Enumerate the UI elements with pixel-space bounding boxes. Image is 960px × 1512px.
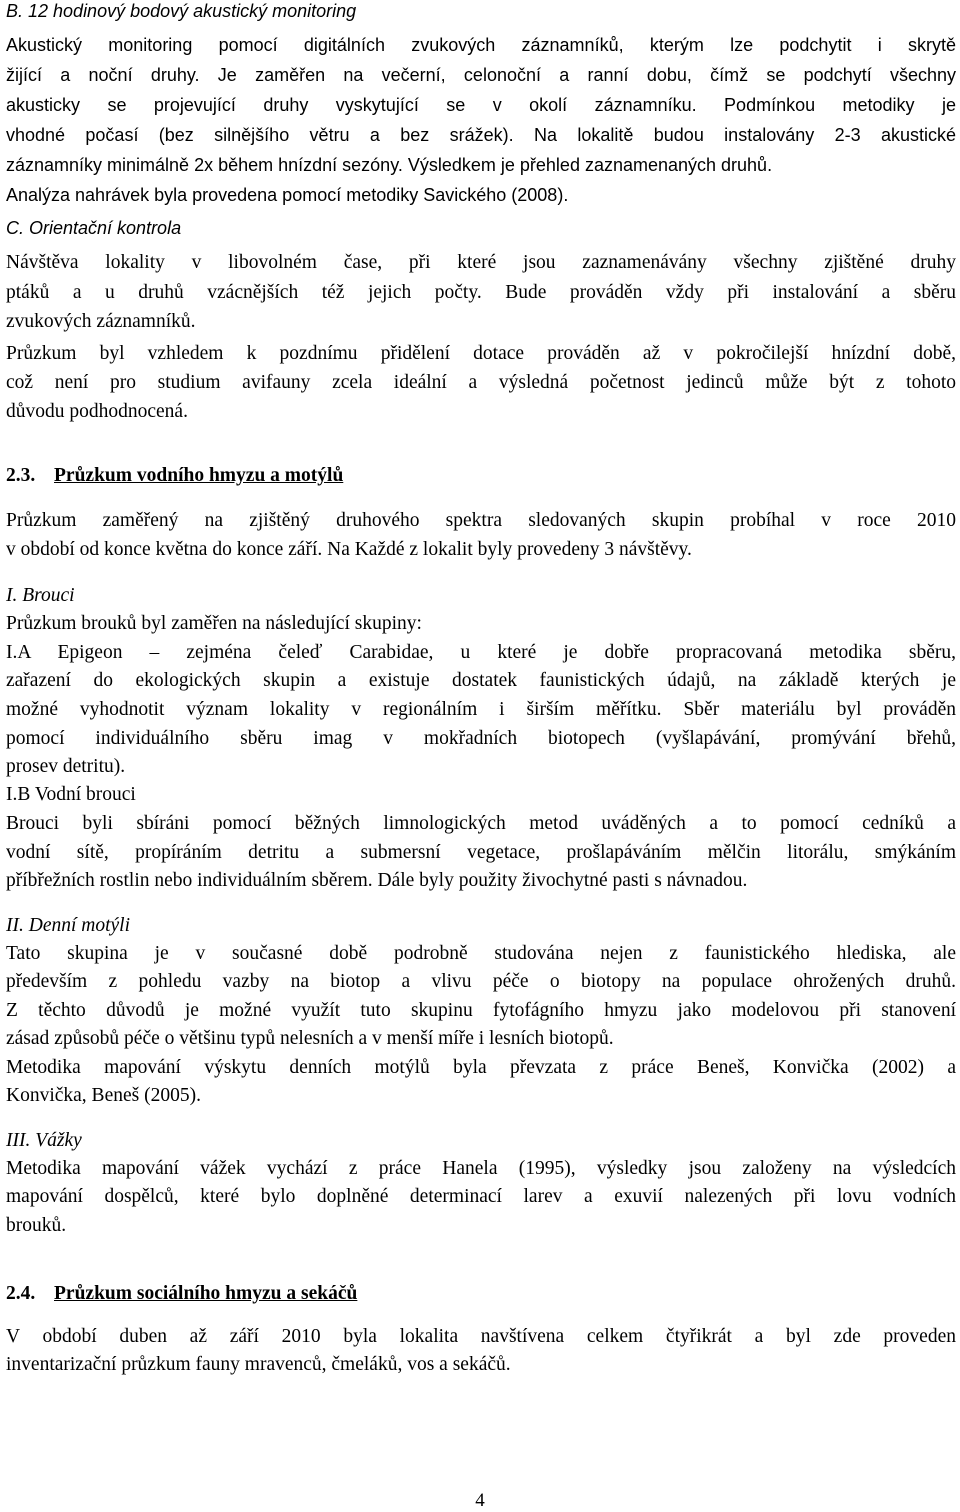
section-ii-line: Z těchto důvodů je možné využít tuto skupinu fytofágního hmyzu jako modelovou při stanovení — [6, 1000, 956, 1021]
section-ii-line: Tato skupina je v současné době podrobně studována nejen z faunistického hlediska, ale — [6, 943, 956, 964]
section-iii-line: Metodika mapování vážek vychází z práce Hanela (1995), výsledky jsou založeny na výsledcích — [6, 1158, 956, 1179]
section-iii-line: brouků. — [6, 1215, 67, 1236]
section-ia-line: pomocí individuálního sběru imag v mokřadních biotopech (vyšlapávání, promývání břehů, — [6, 728, 956, 749]
section-b-line: Analýza nahrávek byla provedena pomocí metodiky Savického (2008). — [6, 185, 569, 205]
heading-2-4-title: Průzkum sociálního hmyzu a sekáčů — [54, 1283, 358, 1304]
section-ii-title: II. Denní motýli — [6, 915, 131, 936]
section-ia-line: prosev detritu). — [6, 756, 126, 777]
section-ib-line: vodní sítě, propíráním detritu a submersní vegetace, prošlapáváním mělčin litorálu, smýkáním — [6, 842, 956, 863]
section-b-line: záznamníky minimálně 2x během hnízdní sezóny. Výsledkem je přehled zaznamenaných druhů. — [6, 155, 773, 175]
section-ii-method-line: Konvička, Beneš (2005). — [6, 1085, 201, 1106]
section-2-3-line: Průzkum zaměřený na zjištěný druhového spektra sledovaných skupin probíhal v roce 2010 — [6, 510, 956, 531]
heading-2-4 — [6, 1283, 956, 1305]
section-ia-line: zařazení do ekologických skupin a existuje dostatek faunistických údajů, na základě kterých je — [6, 670, 956, 691]
heading-2-3 — [6, 465, 956, 487]
section-ii-line: především z pohledu vazby na biotop a vlivu péče o biotopy na populace ohrožených druhů. — [6, 971, 956, 992]
section-2-4-line: V období duben až září 2010 byla lokalita navštívena celkem čtyřikrát a byl zde proveden — [6, 1326, 956, 1347]
heading-2-3-title: Průzkum vodního hmyzu a motýlů — [54, 465, 344, 486]
section-ib-title: I.B Vodní brouci — [6, 784, 136, 805]
section-b-line: Akustický monitoring pomocí digitálních zvukových záznamníků, kterým lze podchytit i skrytě — [6, 35, 956, 55]
section-2-3-line: v období od konce května do konce září. Na Každé z lokalit byly provedeny 3 návštěvy. — [6, 539, 692, 560]
section-iii-line: mapování dospělců, které bylo doplněné determinací larev a exuvií nalezených při lovu vodních — [6, 1186, 956, 1207]
heading-2-3-number: 2.3. — [6, 465, 36, 486]
section-c-line: zvukových záznamníků. — [6, 311, 196, 332]
section-c-line: ptáků a u druhů vzácnějších též jejich počty. Bude prováděn vždy při instalování a sběru — [6, 282, 956, 303]
section-ii-method-line: Metodika mapování výskytu denních motýlů byla převzata z práce Beneš, Konvička (2002) a — [6, 1057, 956, 1078]
page-number: 4 — [475, 1490, 485, 1511]
section-b-line: žijící a noční druhy. Je zaměřen na večerní, celonoční a ranní dobu, čímž se podchytí všechny — [6, 65, 956, 85]
heading-2-4-number: 2.4. — [6, 1283, 36, 1304]
section-i-title: I. Brouci — [6, 585, 75, 606]
survey-note-line: což není pro studium avifauny zcela ideální a výsledná početnost jedinců může být z tohoto — [6, 372, 956, 393]
section-2-4-line: inventarizační průzkum fauny mravenců, čmeláků, vos a sekáčů. — [6, 1354, 511, 1375]
section-ib-line: Brouci byli sbíráni pomocí běžných limnologických metod uváděných a to pomocí cedníků a — [6, 813, 956, 834]
section-b-line: vhodné počasí (bez silnějšího větru a bez srážek). Na lokalitě budou instalovány 2-3 akustické — [6, 125, 956, 145]
section-ib-line: příbřežních rostlin nebo individuálním sběrem. Dále byly použity živochytné pasti s návnadou. — [6, 870, 748, 891]
section-ii-line: zásad způsobů péče o většinu typů nelesních a v menší míře i lesních biotopů. — [6, 1028, 614, 1049]
section-c-title: C. Orientační kontrola — [6, 218, 182, 238]
section-c-line: Návštěva lokality v libovolném čase, při které jsou zaznamenávány všechny zjištěné druhy — [6, 252, 956, 273]
survey-note-line: Průzkum byl vzhledem k pozdnímu přidělení dotace prováděn až v pokročilejší hnízdní době, — [6, 343, 956, 364]
section-iii-title: III. Vážky — [6, 1130, 82, 1151]
section-ia-line: možné vyhodnotit význam lokality v regionálním i širším měřítku. Sběr materiálu byl prováděn — [6, 699, 956, 720]
survey-note-line: důvodu podhodnocená. — [6, 401, 188, 422]
section-b-line: akusticky se projevující druhy vyskytující se v okolí záznamníku. Podmínkou metodiky je — [6, 95, 956, 115]
section-b-title: B. 12 hodinový bodový akustický monitoring — [6, 1, 357, 21]
section-i-intro: Průzkum brouků byl zaměřen na následující skupiny: — [6, 613, 422, 634]
section-ia-line: I.A Epigeon – zejména čeleď Carabidae, u které je dobře propracovaná metodika sběru, — [6, 642, 956, 663]
